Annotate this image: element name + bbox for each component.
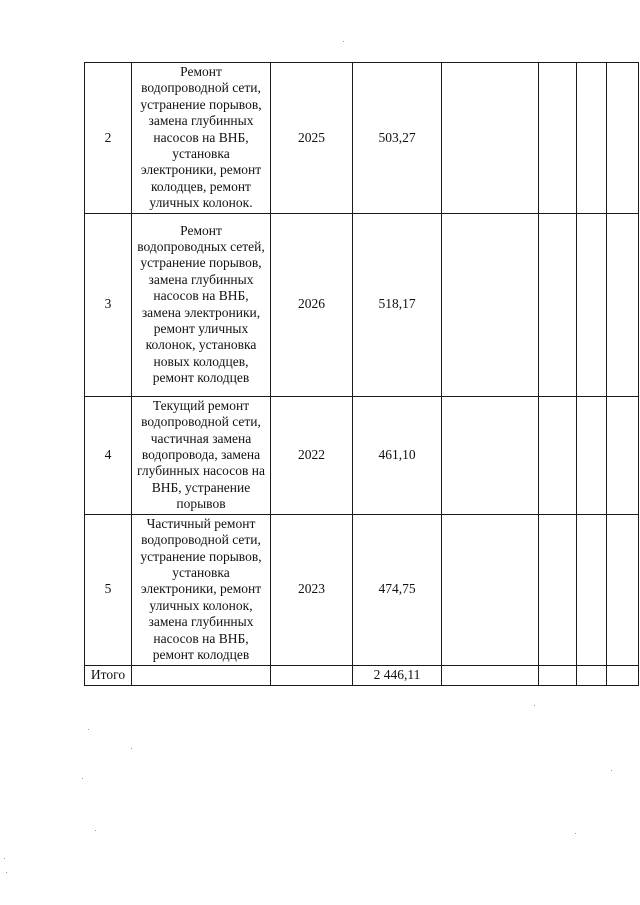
scan-speck	[4, 858, 5, 859]
empty-cell	[577, 514, 607, 665]
empty-cell	[539, 514, 577, 665]
row-number: 4	[85, 396, 132, 514]
empty-cell	[539, 63, 577, 214]
empty-cell	[442, 665, 539, 685]
empty-cell	[132, 665, 271, 685]
empty-cell	[577, 665, 607, 685]
total-row	[85, 665, 639, 685]
empty-cell	[442, 396, 539, 514]
empty-cell	[539, 396, 577, 514]
total-label: Итого	[85, 665, 132, 685]
scan-speck	[82, 778, 83, 779]
scan-speck	[6, 872, 7, 873]
table-row	[85, 213, 639, 396]
empty-cell	[442, 514, 539, 665]
work-amount: 474,75	[353, 514, 442, 665]
row-number: 2	[85, 63, 132, 214]
empty-cell	[607, 665, 639, 685]
work-amount: 461,10	[353, 396, 442, 514]
total-amount: 2 446,11	[353, 665, 442, 685]
work-description: Текущий ремонт водопроводной сети, частичная замена водопровода, замена глубинных насосов на ВНБ, устранение порывов	[132, 396, 271, 514]
table-row	[85, 396, 639, 514]
scan-speck	[88, 729, 89, 730]
work-amount: 503,27	[353, 63, 442, 214]
scan-speck	[534, 705, 535, 706]
empty-cell	[442, 63, 539, 214]
row-number: 3	[85, 213, 132, 396]
empty-cell	[442, 213, 539, 396]
empty-cell	[607, 396, 639, 514]
scan-speck	[95, 830, 96, 831]
works-table	[84, 62, 639, 686]
empty-cell	[271, 665, 353, 685]
work-description: Частичный ремонт водопроводной сети, устранение порывов, установка электроники, ремонт уличных колонок, замена глубинных насосов на ВНБ, ремонт колодцев	[132, 514, 271, 665]
work-year: 2022	[271, 396, 353, 514]
scan-speck	[575, 833, 576, 834]
work-description: Ремонт водопроводных сетей, устранение порывов, замена глубинных насосов на ВНБ, замена электроники, ремонт уличных колонок, установка новых колодцев, ремонт колодцев	[132, 213, 271, 396]
scan-speck	[343, 41, 344, 42]
empty-cell	[607, 63, 639, 214]
table-row	[85, 514, 639, 665]
work-year: 2026	[271, 213, 353, 396]
empty-cell	[577, 213, 607, 396]
empty-cell	[577, 63, 607, 214]
row-number: 5	[85, 514, 132, 665]
empty-cell	[607, 514, 639, 665]
scan-speck	[611, 770, 612, 771]
work-description: Ремонт водопроводной сети, устранение порывов, замена глубинных насосов на ВНБ, установка электроники, ремонт колодцев, ремонт уличных колонок.	[132, 63, 271, 214]
empty-cell	[607, 213, 639, 396]
work-year: 2025	[271, 63, 353, 214]
empty-cell	[539, 665, 577, 685]
scan-speck	[131, 748, 132, 749]
empty-cell	[577, 396, 607, 514]
empty-cell	[539, 213, 577, 396]
work-amount: 518,17	[353, 213, 442, 396]
work-year: 2023	[271, 514, 353, 665]
table-row	[85, 63, 639, 214]
